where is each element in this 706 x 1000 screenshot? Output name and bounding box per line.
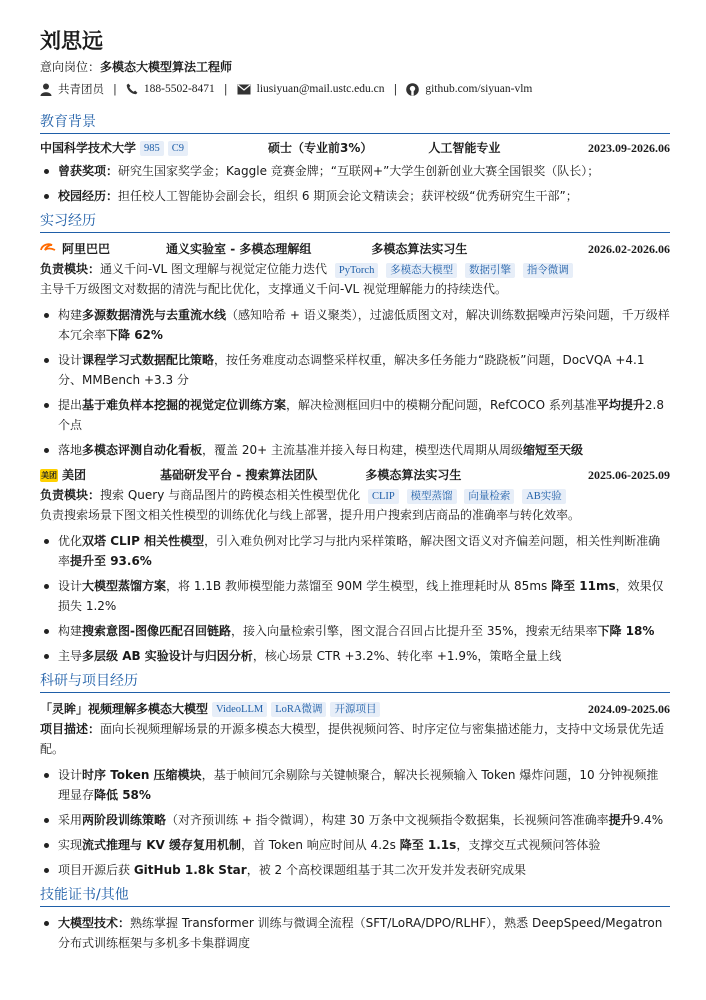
list-item: 项目开源后获 GitHub 1.8k Star，被 2 个高校课题组基于其二次开发并发表研究成果 [40,860,670,880]
list-item: 构建搜索意图-图像匹配召回链路，接入向量检索引擎，图文混合召回占比提升至 35%，搜索无结果率下降 18% [40,621,670,641]
skills-section [40,885,670,953]
meituan-logo: 美团 [41,470,57,480]
role: 多模态算法实习生 [365,468,462,482]
education-section [40,112,670,206]
list-item: 设计时序 Token 压缩模块，基于帧间冗余剔除与关键帧聚合，解决长视频输入 Token 爆炸问题，10 分钟视频推理显存降低 58% [40,765,670,805]
summary-line: 负责搜索场景下图文相关性模型的训练优化与线上部署，提升用户搜索到店商品的准确率与转化效率。 [40,508,581,522]
list-item: 曾获奖项：研究生国家奖学金；Kaggle 竞赛金牌；“互联网+”大学生创新创业大赛全国银奖（队长）； [40,161,670,181]
separator: | [223,82,228,96]
phone-number: 188-5502-8471 [143,83,215,95]
tag: AB实验 [522,489,566,504]
duty-line: 负责模块：通义千问-VL 图文理解与视觉定位能力迭代 PyTorch 多模态大模型 数据引擎 指令微调 [40,259,670,279]
email-link[interactable]: liusiyuan@mail.ustc.edu.cn [256,83,385,95]
github-link[interactable]: github.com/siyuan-vlm [425,83,533,95]
education-list [40,161,670,206]
section-title: 实习经历 [40,211,670,233]
candidate-name: 刘思远 [40,29,103,53]
list-item: 构建多源数据清洗与去重流水线（感知哈希 + 语义聚类），过滤低质图文对，解决训练数据噪声污染问题，千万级样本冗余率下降 62% [40,305,670,345]
company-name: 美团 [62,468,87,482]
alibaba-logo [40,239,58,259]
company-name: 阿里巴巴 [62,242,111,256]
tag: 985 [140,141,164,156]
major: 人工智能专业 [428,141,501,155]
list-item: 校园经历：担任校人工智能协会副会长，组织 6 期顶会论文精读会；获评校级“优秀研究生干部”； [40,186,670,206]
alibaba-list [40,305,670,460]
tag: 指令微调 [523,263,573,278]
duty-line: 负责模块：搜索 Query 与商品图片的跨模态相关性模型优化 CLIP 模型蒸馏 向量检索 AB实验 [40,485,670,505]
alibaba-header [40,239,670,259]
tag: C9 [168,141,188,156]
project-name: 「灵眸」视频理解多模态大模型 [40,702,209,716]
degree: 硕士（专业前3%） [268,141,373,155]
list-item: 设计大模型蒸馏方案，将 1.1B 教师模型能力蒸馏至 90M 学生模型，线上推理耗时从 85ms 降至 11ms，效果仅损失 1.2% [40,576,670,616]
tag: VideoLLM [212,702,267,717]
section-title: 科研与项目经历 [40,671,670,693]
phone-icon [126,83,138,95]
job-label: 意向岗位： [40,60,101,74]
project-list [40,765,670,880]
tag: PyTorch [335,263,378,278]
school-name: 中国科学技术大学 [40,141,137,155]
section-title: 教育背景 [40,112,670,134]
tag: CLIP [368,489,399,504]
department: 基础研发平台 - 搜索算法团队 [160,468,318,482]
section-title: 技能证书/其他 [40,885,670,907]
separator: | [113,82,117,96]
project-dates: 2024.09-2025.06 [588,702,670,716]
list-item: 大模型技术：熟练掌握 Transformer 训练与微调全流程（SFT/LoRA/DPO/RLHF），熟悉 DeepSpeed/Megatron 分布式训练框架与多机多卡集群调度 [40,913,670,953]
tag: 模型蒸馏 [407,489,457,504]
project-header [40,699,670,719]
list-item: 优化双塔 CLIP 相关性模型，引入难负例对比学习与批内采样策略，解决图文语义对齐偏差问题，相关性判断准确率提升至 93.6% [40,531,670,571]
list-item: 采用两阶段训练策略（对齐预训练 + 指令微调），构建 30 万条中文视频指令数据集，长视频问答准确率提升9.4% [40,810,670,830]
mail-icon [237,84,251,95]
edu-dates: 2023.09-2026.06 [588,141,670,155]
job-value: 多模态大模型算法工程师 [100,60,233,74]
internship-section [40,211,670,666]
education-header [40,138,670,158]
dates: 2026.02-2026.06 [588,242,670,256]
contact-line [40,78,670,100]
meituan-header [40,465,670,485]
department: 通义实验室 - 多模态理解组 [166,242,312,256]
job-intention [40,58,670,76]
role: 多模态算法实习生 [371,242,468,256]
list-item: 主导多层级 AB 实验设计与归因分析，核心场景 CTR +3.2%、转化率 +1.9%，策略全量上线 [40,646,670,666]
politics-status: 共青团员 [58,82,104,96]
project-desc: 项目描述：面向长视频理解场景的开源多模态大模型，提供视频问答、时序定位与密集描述能力，支持中文场景优先适配。 [40,722,665,756]
tag: 数据引擎 [465,263,515,278]
tag: LoRA微调 [271,702,326,717]
meituan-list [40,531,670,666]
summary-line: 主导千万级图文对数据的清洗与配比优化，支撑通义千问-VL 视觉理解能力的持续迭代。 [40,282,508,296]
skills-list [40,913,670,953]
projects-section [40,671,670,880]
person-icon [40,83,52,96]
separator: | [393,82,398,96]
list-item: 实现流式推理与 KV 缓存复用机制，首 Token 响应时间从 4.2s 降至 1.1s，支撑交互式视频问答体验 [40,835,670,855]
list-item: 提出基于难负样本挖掘的视觉定位训练方案，解决检测框回归中的模糊分配问题，RefCOCO 系列基准平均提升2.8 个点 [40,395,670,435]
github-icon [406,83,419,96]
tag: 向量检索 [464,489,514,504]
dates: 2025.06-2025.09 [588,468,670,482]
list-item: 落地多模态评测自动化看板，覆盖 20+ 主流基准并接入每日构建，模型迭代周期从周级缩短至天级 [40,440,670,460]
list-item: 设计课程学习式数据配比策略，按任务难度动态调整采样权重，解决多任务能力“跷跷板”问题，DocVQA +4.1 分、MMBench +3.3 分 [40,350,670,390]
tag: 开源项目 [330,702,380,717]
tag: 多模态大模型 [386,263,457,278]
